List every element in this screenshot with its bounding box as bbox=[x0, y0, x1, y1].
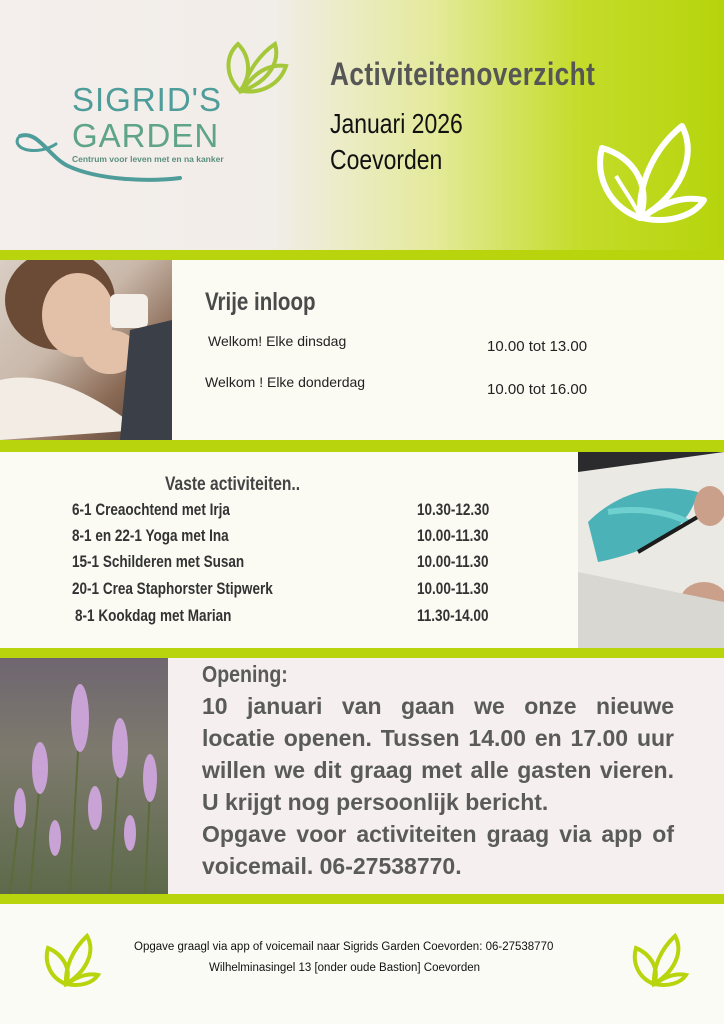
month-label: Januari 2026 bbox=[330, 108, 463, 139]
activity-label-3: 15-1 Schilderen met Susan bbox=[72, 553, 245, 571]
divider-band bbox=[0, 894, 724, 904]
city-label: Coevorden bbox=[330, 144, 443, 175]
opening-text bbox=[202, 658, 674, 882]
divider-band bbox=[0, 440, 724, 452]
walk-in-panel bbox=[172, 260, 724, 440]
walk-in-row-1-label: Welkom! Elke dinsdag bbox=[208, 333, 347, 349]
walk-in-row-2-time: 10.00 tot 16.00 bbox=[487, 381, 588, 398]
divider-band bbox=[0, 250, 724, 260]
activity-label-5: 8-1 Kookdag met Marian bbox=[75, 607, 232, 625]
header-banner bbox=[0, 0, 724, 250]
activity-time-1: 10.30-12.30 bbox=[417, 501, 490, 519]
footer-leaf-left-icon bbox=[40, 930, 102, 988]
divider-band bbox=[0, 648, 724, 658]
opening-paragraph-2: Opgave voor activiteiten graag via app of voicemail. 06-27538770. bbox=[202, 821, 674, 879]
opening-title: Opening: bbox=[202, 661, 288, 687]
footer-leaf-right-icon bbox=[628, 930, 690, 988]
activity-time-2: 10.00-11.30 bbox=[417, 527, 489, 545]
page-title: Activiteitenoverzicht bbox=[330, 56, 596, 92]
logo-name-line1: SIGRID'S bbox=[72, 81, 222, 118]
activity-time-5: 11.30-14.00 bbox=[417, 607, 489, 625]
walk-in-row-1-time: 10.00 tot 13.00 bbox=[487, 338, 588, 355]
activity-label-4: 20-1 Crea Staphorster Stipwerk bbox=[72, 580, 273, 598]
activity-time-3: 10.00-11.30 bbox=[417, 553, 489, 571]
activity-label-1: 6-1 Creaochtend met Irja bbox=[72, 501, 230, 519]
painting-photo bbox=[578, 452, 724, 648]
opening-paragraph-1: 10 januari van gaan we onze nieuwe locatie openen. Tussen 14.00 en 17.00 uur willen we dit graag met alle gasten vieren. U krijgt nog persoonlijk bericht. bbox=[202, 693, 674, 815]
coffee-woman-photo bbox=[0, 260, 172, 440]
heather-photo bbox=[0, 658, 168, 894]
logo-name-line2: GARDEN bbox=[72, 117, 220, 154]
walk-in-title: Vrije inloop bbox=[205, 288, 316, 316]
walk-in-row-2-label: Welkom ! Elke donderdag bbox=[205, 374, 366, 390]
logo-name bbox=[72, 82, 242, 154]
activity-time-4: 10.00-11.30 bbox=[417, 580, 489, 598]
logo-tagline: Centrum voor leven met en na kanker bbox=[72, 154, 224, 164]
activities-title: Vaste activiteiten.. bbox=[165, 474, 301, 495]
activity-label-2: 8-1 en 22-1 Yoga met Ina bbox=[72, 527, 229, 545]
footer-address-line: Wilhelminasingel 13 [onder oude Bastion] Coevorden bbox=[209, 962, 481, 974]
header-leaf-icon bbox=[590, 116, 710, 226]
footer-contact-line: Opgave graagl via app of voicemail naar Sigrids Garden Coevorden: 06-27538770 bbox=[134, 941, 554, 953]
